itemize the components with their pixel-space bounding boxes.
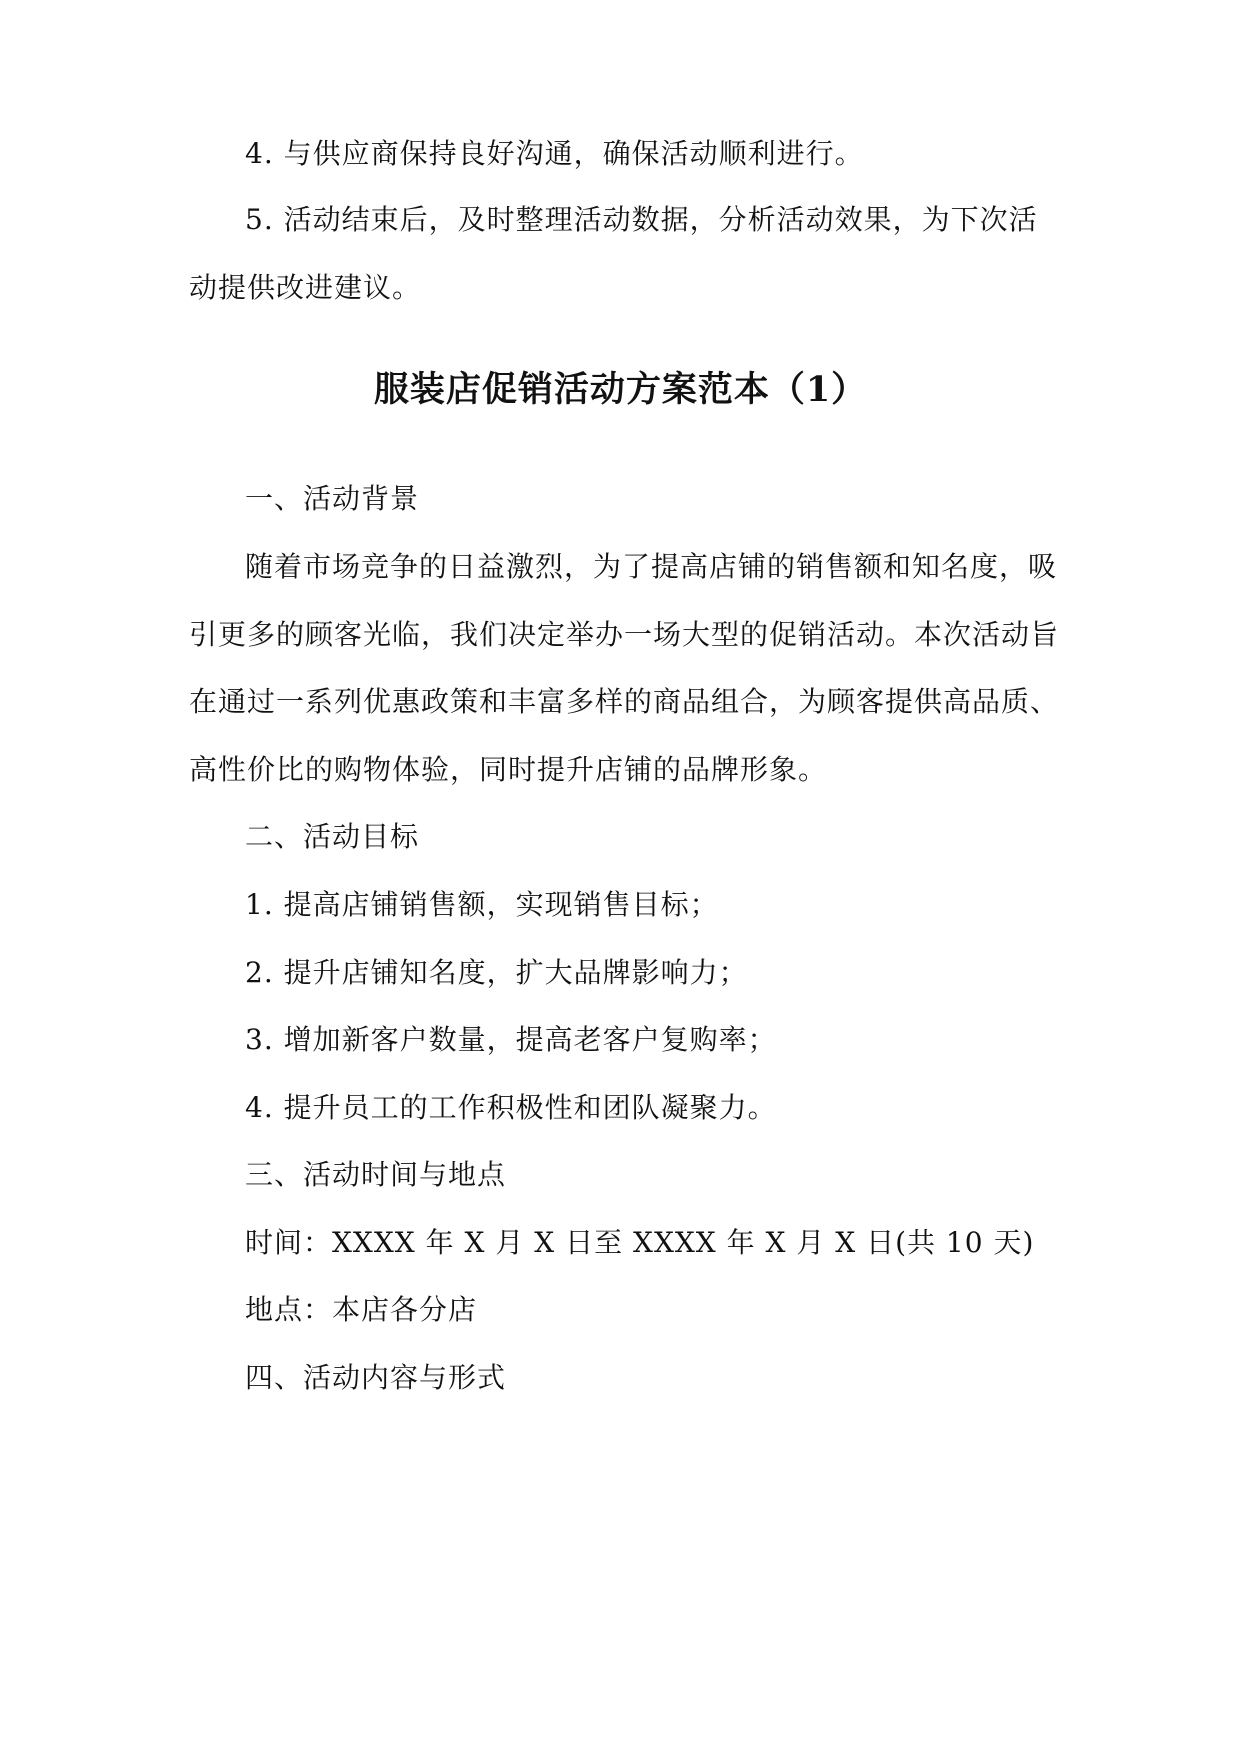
list-item: 4. 提升员工的工作积极性和团队凝聚力。 [245, 1091, 777, 1124]
place-line: 地点：本店各分店 [245, 1293, 478, 1326]
section-heading-goals: 二、活动目标 [245, 820, 420, 853]
list-item-prev-4: 4. 与供应商保持良好沟通，确保活动顺利进行。 [245, 137, 864, 170]
list-item: 3. 增加新客户数量，提高老客户复购率； [245, 1023, 777, 1056]
paragraph-line: 随着市场竞争的日益激烈，为了提高店铺的销售额和知名度，吸 [245, 550, 1058, 583]
paragraph-line: 在通过一系列优惠政策和丰富多样的商品组合，为顾客提供高品质、 [189, 685, 1060, 718]
paragraph-line: 引更多的顾客光临，我们决定举办一场大型的促销活动。本次活动旨 [189, 618, 1060, 651]
list-item: 2. 提升店铺知名度，扩大品牌影响力； [245, 956, 748, 989]
list-item: 1. 提高店铺销售额，实现销售目标； [245, 888, 719, 921]
section-heading-time-place: 三、活动时间与地点 [245, 1158, 507, 1191]
section-heading-background: 一、活动背景 [245, 482, 420, 515]
document-title: 服装店促销活动方案范本（1） [373, 369, 868, 410]
section-heading-content: 四、活动内容与形式 [245, 1361, 507, 1394]
list-item-prev-5-line1: 5. 活动结束后，及时整理活动数据，分析活动效果，为下次活 [245, 203, 1038, 236]
paragraph-line: 高性价比的购物体验，同时提升店铺的品牌形象。 [189, 753, 828, 786]
time-line: 时间：XXXX 年 X 月 X 日至 XXXX 年 X 月 X 日(共 10 天) [245, 1226, 1035, 1259]
list-item-prev-5-line2: 动提供改进建议。 [189, 271, 422, 304]
